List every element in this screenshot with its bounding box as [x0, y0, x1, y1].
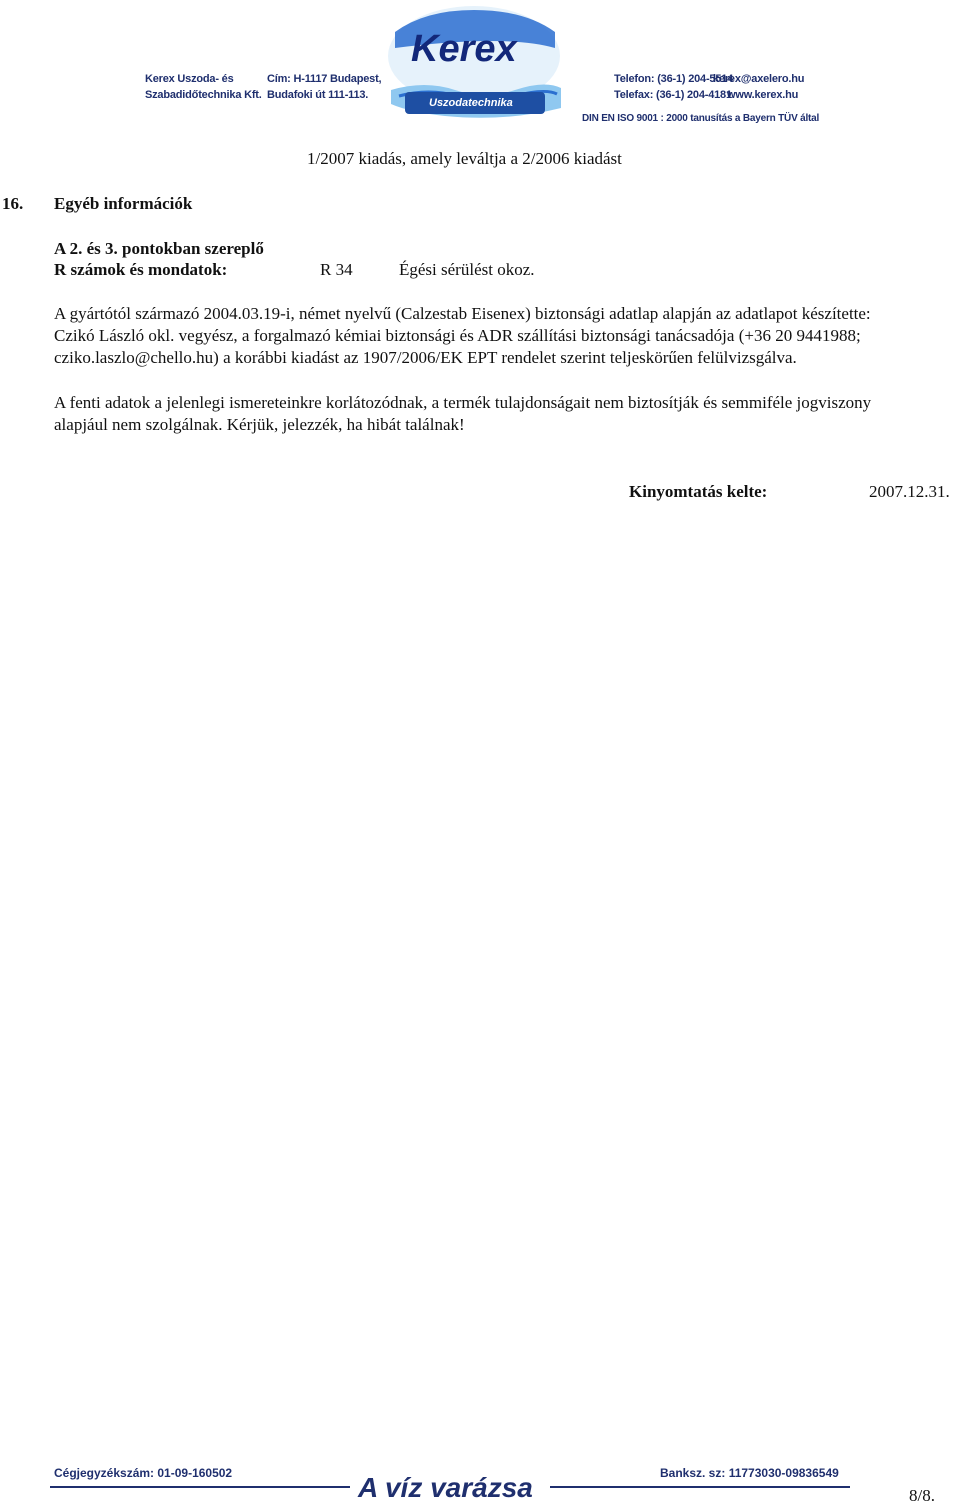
section-title: Egyéb információk [54, 194, 193, 213]
web-text: www.kerex.hu [727, 89, 799, 101]
print-date-value: 2007.12.31. [869, 482, 950, 501]
disclaimer-paragraph [54, 392, 871, 436]
r-phrases-label-line1: A 2. és 3. pontokban szereplő [54, 239, 264, 258]
address-line2: Budafoki út 111-113. [267, 89, 369, 101]
address-line1: Cím: H-1117 Budapest, [267, 73, 382, 85]
paragraph-line: A gyártótól származó 2004.03.19-i, német nyelvű (Calzestab Eisenex) biztonsági adatlap alapján az adatlapot készítette: [54, 304, 871, 323]
print-date-label: Kinyomtatás kelte: [629, 482, 768, 501]
company-name-line2: Szabadidőtechnika Kft. [145, 89, 262, 101]
footer [50, 1462, 850, 1506]
paragraph-line: cziko.laszlo@chello.hu) a korábbi kiadást az 1907/2006/EK EPT rendelet szerint teljeskörűen felülvizsgálva. [54, 348, 797, 367]
paragraph-line: alapjául nem szolgálnak. Kérjük, jelezzék, ha hibát találnak! [54, 415, 465, 434]
email-text: kerex@axelero.hu [713, 73, 805, 85]
bank-account: Banksz. sz: 11773030-09836549 [660, 1466, 839, 1480]
logo-wordmark: Kerex [411, 28, 517, 70]
registry-number: Cégjegyzékszám: 01-09-160502 [54, 1466, 233, 1480]
author-paragraph [54, 303, 871, 369]
page-number: 8/8. [909, 1486, 935, 1505]
logo-subtitle: Uszodatechnika [429, 97, 513, 109]
company-name-line1: Kerex Uszoda- és [145, 73, 234, 85]
footer-slogan: A víz varázsa [358, 1472, 533, 1503]
fax-text: Telefax: (36-1) 204-4181 [614, 89, 732, 101]
paragraph-line: A fenti adatok a jelenlegi ismereteinkre korlátozódnak, a termék tulajdonságait nem biztosítják és semmiféle jogviszony [54, 393, 872, 412]
footer-rule-right [550, 1486, 850, 1488]
iso-certification: DIN EN ISO 9001 : 2000 tanusítás a Bayern TÜV által [582, 113, 820, 124]
paragraph-line: Czikó László okl. vegyész, a forgalmazó kémiai biztonsági és ADR szállítási biztonsági tanácsadója (+36 20 9441988; [54, 326, 861, 345]
edition-note: 1/2007 kiadás, amely leváltja a 2/2006 kiadást [307, 149, 622, 168]
section-number: 16. [2, 194, 24, 213]
r-phrases-label-line2: R számok és mondatok: [54, 260, 228, 279]
phone-text: Telefon: (36-1) 204-5514 [614, 73, 734, 85]
kerex-logo [385, 4, 563, 124]
r-phrase-code: R 34 [320, 260, 353, 279]
footer-rule-left [50, 1486, 350, 1488]
r-phrase-text: Égési sérülést okoz. [399, 260, 535, 279]
